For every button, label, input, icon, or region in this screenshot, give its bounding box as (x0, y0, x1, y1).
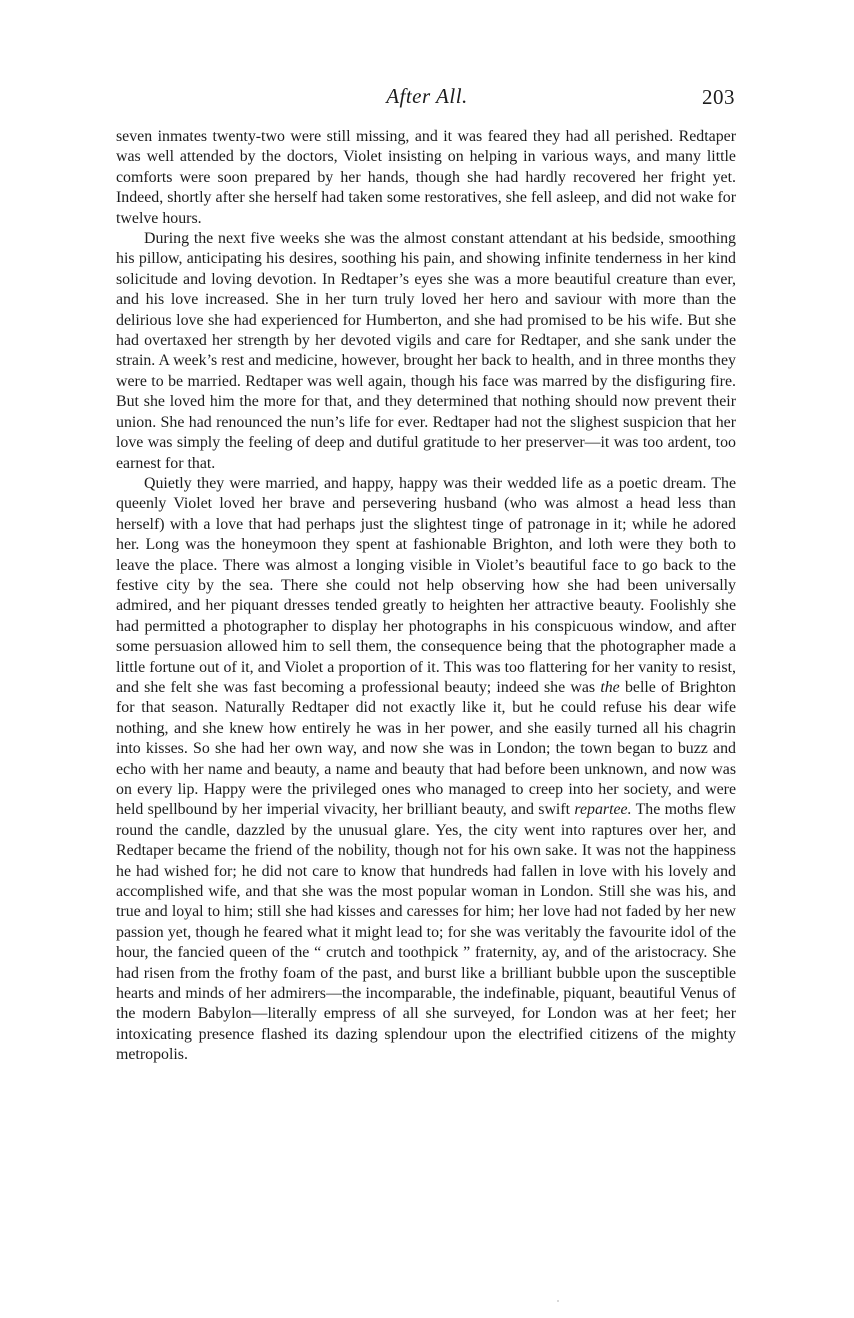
emphasis-text: the (600, 678, 620, 696)
paragraph-text: Quietly they were married, and happy, happy was their wedded life as a poetic dream. The queenly Violet loved her brave and persevering husband (who was almost a head less than herself) with a love that had perhaps just the slightest tinge of patronage in it; while he adored her. Long was the honeymoon they spent at fashionable Brighton, and loth were they both to leave the place. There was almost a longing visible in Violet’s beautiful face to go back to the festive city by the sea. There she could not help observing how she had been universally admired, and her piquant dresses tended greatly to heighten her attractive beauty. Foolishly she had permitted a photographer to display her photographs in his conspicuous window, and after some persuasion allowed him to sell them, the consequence being that the photographer made a little fortune out of it, and Violet a proportion of it. This was too flattering for her vanity to resist, and she felt she was fast becoming a professional beauty; indeed she was (116, 474, 736, 696)
paragraph (116, 474, 736, 1066)
running-head (0, 84, 854, 114)
emphasis-text: repartee. (574, 801, 632, 819)
running-title: After All. (386, 84, 468, 108)
body-text (116, 127, 736, 1066)
paragraph: During the next five weeks she was the almost constant attendant at his bedside, smoothing his pillow, anticipating his desires, soothing his pain, and showing infinite tenderness in her kind solicitude and loving devotion. In Redtaper’s eyes she was a more beautiful creature than ever, and his love increased. She in her turn truly loved her hero and saviour with more than the delirious love she had experienced for Humberton, and she had promised to be his wife. But she had overtaxed her strength by her devoted vigils and care for Redtaper, and she sank under the strain. A week’s rest and medicine, however, brought her back to health, and in three months they were to be married. Redtaper was well again, though his face was marred by the disfiguring fire. But she loved him the more for that, and they determined that nothing should now prevent their union. She had renounced the nun’s life for ever. Redtaper had not the slighest suspicion that her love was simply the feeling of deep and dutiful gratitude to her preserver—it was too ardent, too earnest for that. (116, 230, 736, 472)
paragraph-text: The moths flew round the candle, dazzled by the unusual glare. Yes, the city went into raptures over her, and Redtaper became the friend of the nobility, though not for his own sake. It was not the happiness he had wished for; he did not care to know that hundreds had fallen in love with his lovely and accomplished wife, and that she was the most popular woman in London. Still she was his, and true and loyal to him; still she had kisses and caresses for him; her love had not faded by her new passion yet, though he feared what it might lead to; for she was veritably the favourite idol of the hour, the fancied queen of the “ crutch and toothpick ” fraternity, ay, and of the aristocracy. She had risen from the frothy foam of the past, and burst like a brilliant bubble upon the susceptible hearts and minds of her admirers—the incomparable, the indefinable, piquant, beautiful Venus of the modern Babylon—literally empress of all she surveyed, for London was at her feet; her intoxicating presence flashed its dazing splendour upon the electrified citizens of the mighty metropolis. (116, 801, 737, 1064)
paragraph-text: belle of Brighton for that season. Naturally Redtaper did not exactly like it, but he could refuse his dear wife nothing, and she knew how entirely he was in her power, and she easily turned all his chagrin into kisses. So she had her own way, and now she was in London; the town began to buzz and echo with her name and beauty, a name and beauty that had before been unknown, and now was on every lip. Happy were the privileged ones who managed to creep into her society, and were held spellbound by her imperial vivacity, her brilliant beauty, and swift (116, 678, 736, 819)
page-number: 203 (702, 85, 735, 109)
paragraph-continued: seven inmates twenty-two were still missing, and it was feared they had all perished. Redtaper was well attended by the doctors, Violet insisting on helping in various ways, and many little comforts were soon prepared by her hands, though she had hardly recovered her fright yet. Indeed, shortly after she herself had taken some restoratives, she fell asleep, and did not wake for twelve hours. (116, 128, 736, 227)
print-speck (557, 1300, 559, 1302)
